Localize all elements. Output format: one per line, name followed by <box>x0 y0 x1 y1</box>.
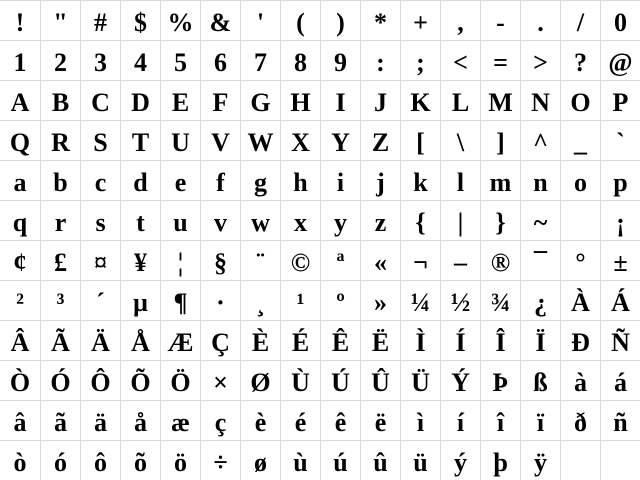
glyph-cell: Ï <box>520 320 560 360</box>
glyph-cell: ! <box>0 0 40 40</box>
glyph-cell: ¼ <box>400 280 440 320</box>
glyph-cell: x <box>280 200 320 240</box>
glyph-cell: % <box>160 0 200 40</box>
glyph-cell: E <box>160 80 200 120</box>
glyph-cell: ) <box>320 0 360 40</box>
glyph-cell: § <box>200 240 240 280</box>
glyph-cell: X <box>280 120 320 160</box>
glyph-cell: È <box>240 320 280 360</box>
glyph-cell: K <box>400 80 440 120</box>
glyph-cell: W <box>240 120 280 160</box>
glyph-cell: m <box>480 160 520 200</box>
glyph-cell: p <box>600 160 640 200</box>
glyph-cell: ã <box>40 400 80 440</box>
glyph-cell: ¯ <box>520 240 560 280</box>
glyph-cell: M <box>480 80 520 120</box>
glyph-cell: ä <box>80 400 120 440</box>
glyph-cell: Ç <box>200 320 240 360</box>
glyph-cell: v <box>200 200 240 240</box>
glyph-cell: q <box>0 200 40 240</box>
glyph-cell: y <box>320 200 360 240</box>
glyph-cell: ð <box>560 400 600 440</box>
glyph-cell: £ <box>40 240 80 280</box>
glyph-cell: k <box>400 160 440 200</box>
glyph-cell: ¨ <box>240 240 280 280</box>
glyph-cell: c <box>80 160 120 200</box>
glyph-cell: w <box>240 200 280 240</box>
glyph-cell: 0 <box>600 0 640 40</box>
glyph-cell: & <box>200 0 240 40</box>
glyph-cell: å <box>120 400 160 440</box>
glyph-cell: 2 <box>40 40 80 80</box>
glyph-cell: Ñ <box>600 320 640 360</box>
glyph-cell: ø <box>240 440 280 480</box>
glyph-cell: Ë <box>360 320 400 360</box>
glyph-cell: # <box>80 0 120 40</box>
glyph-cell: « <box>360 240 400 280</box>
glyph-cell: s <box>80 200 120 240</box>
glyph-cell: · <box>200 280 240 320</box>
glyph-cell: Ö <box>160 360 200 400</box>
glyph-cell: À <box>560 280 600 320</box>
glyph-cell <box>600 440 640 480</box>
glyph-cell: N <box>520 80 560 120</box>
glyph-cell: 9 <box>320 40 360 80</box>
glyph-cell: b <box>40 160 80 200</box>
glyph-cell: â <box>0 400 40 440</box>
glyph-cell: Û <box>360 360 400 400</box>
glyph-cell: ¸ <box>240 280 280 320</box>
glyph-cell: " <box>40 0 80 40</box>
glyph-cell: ~ <box>520 200 560 240</box>
glyph-cell: ö <box>160 440 200 480</box>
glyph-cell: ê <box>320 400 360 440</box>
glyph-cell: ] <box>480 120 520 160</box>
glyph-cell <box>560 440 600 480</box>
glyph-cell: U <box>160 120 200 160</box>
glyph-cell: V <box>200 120 240 160</box>
glyph-cell: Ú <box>320 360 360 400</box>
glyph-cell: ÷ <box>200 440 240 480</box>
glyph-cell: \ <box>440 120 480 160</box>
glyph-cell: j <box>360 160 400 200</box>
glyph-cell: » <box>360 280 400 320</box>
glyph-cell: Í <box>440 320 480 360</box>
glyph-cell: r <box>40 200 80 240</box>
glyph-cell: 7 <box>240 40 280 80</box>
glyph-cell: L <box>440 80 480 120</box>
glyph-cell: Q <box>0 120 40 160</box>
glyph-cell: æ <box>160 400 200 440</box>
glyph-cell: . <box>520 0 560 40</box>
glyph-cell: ¢ <box>0 240 40 280</box>
glyph-cell: ½ <box>440 280 480 320</box>
glyph-cell: Ø <box>240 360 280 400</box>
glyph-cell: T <box>120 120 160 160</box>
glyph-cell: , <box>440 0 480 40</box>
glyph-cell: ü <box>400 440 440 480</box>
glyph-cell: ù <box>280 440 320 480</box>
glyph-cell: I <box>320 80 360 120</box>
glyph-cell: J <box>360 80 400 120</box>
glyph-cell: µ <box>120 280 160 320</box>
glyph-cell: ^ <box>520 120 560 160</box>
glyph-cell: ë <box>360 400 400 440</box>
glyph-cell: h <box>280 160 320 200</box>
glyph-cell: ? <box>560 40 600 80</box>
glyph-cell: ¬ <box>400 240 440 280</box>
glyph-cell: / <box>560 0 600 40</box>
glyph-cell: Ì <box>400 320 440 360</box>
glyph-cell: > <box>520 40 560 80</box>
glyph-cell: H <box>280 80 320 120</box>
glyph-cell: è <box>240 400 280 440</box>
glyph-cell: Ã <box>40 320 80 360</box>
glyph-cell: R <box>40 120 80 160</box>
glyph-cell: ¤ <box>80 240 120 280</box>
glyph-cell: ´ <box>80 280 120 320</box>
glyph-cell: $ <box>120 0 160 40</box>
glyph-cell: 4 <box>120 40 160 80</box>
glyph-cell: @ <box>600 40 640 80</box>
glyph-cell: O <box>560 80 600 120</box>
glyph-cell: 3 <box>80 40 120 80</box>
glyph-cell: Õ <box>120 360 160 400</box>
glyph-cell: º <box>320 280 360 320</box>
glyph-cell: ¿ <box>520 280 560 320</box>
glyph-cell: S <box>80 120 120 160</box>
glyph-cell: Å <box>120 320 160 360</box>
glyph-cell: õ <box>120 440 160 480</box>
glyph-cell: 8 <box>280 40 320 80</box>
glyph-cell: ñ <box>600 400 640 440</box>
glyph-cell: D <box>120 80 160 120</box>
glyph-cell: ¹ <box>280 280 320 320</box>
glyph-cell: Æ <box>160 320 200 360</box>
glyph-cell: 6 <box>200 40 240 80</box>
glyph-cell: © <box>280 240 320 280</box>
glyph-cell: Ü <box>400 360 440 400</box>
glyph-cell: Ù <box>280 360 320 400</box>
glyph-cell: ý <box>440 440 480 480</box>
glyph-cell: ¾ <box>480 280 520 320</box>
glyph-cell: : <box>360 40 400 80</box>
glyph-cell: É <box>280 320 320 360</box>
glyph-cell: Ê <box>320 320 360 360</box>
glyph-cell: ÿ <box>520 440 560 480</box>
glyph-cell: ô <box>80 440 120 480</box>
glyph-cell: î <box>480 400 520 440</box>
glyph-cell: ' <box>240 0 280 40</box>
glyph-cell: B <box>40 80 80 120</box>
glyph-cell: a <box>0 160 40 200</box>
glyph-cell: z <box>360 200 400 240</box>
glyph-cell: F <box>200 80 240 120</box>
glyph-cell: Ó <box>40 360 80 400</box>
glyph-cell: + <box>400 0 440 40</box>
glyph-cell: ò <box>0 440 40 480</box>
glyph-cell: á <box>600 360 640 400</box>
glyph-cell: ï <box>520 400 560 440</box>
glyph-cell: þ <box>480 440 520 480</box>
glyph-cell: t <box>120 200 160 240</box>
glyph-cell: e <box>160 160 200 200</box>
glyph-cell: ¥ <box>120 240 160 280</box>
glyph-cell: f <box>200 160 240 200</box>
glyph-cell <box>560 200 600 240</box>
glyph-cell: ( <box>280 0 320 40</box>
glyph-cell: [ <box>400 120 440 160</box>
glyph-cell: | <box>440 200 480 240</box>
glyph-cell: o <box>560 160 600 200</box>
glyph-cell: { <box>400 200 440 240</box>
glyph-cell: Ô <box>80 360 120 400</box>
glyph-cell: ³ <box>40 280 80 320</box>
glyph-cell: Þ <box>480 360 520 400</box>
glyph-cell: - <box>480 0 520 40</box>
glyph-cell: ì <box>400 400 440 440</box>
glyph-cell: Á <box>600 280 640 320</box>
glyph-cell: ° <box>560 240 600 280</box>
glyph-cell: í <box>440 400 480 440</box>
glyph-cell: û <box>360 440 400 480</box>
glyph-cell: G <box>240 80 280 120</box>
glyph-cell: 1 <box>0 40 40 80</box>
glyph-cell: i <box>320 160 360 200</box>
glyph-cell: ± <box>600 240 640 280</box>
glyph-cell: ; <box>400 40 440 80</box>
glyph-cell: g <box>240 160 280 200</box>
glyph-cell: Ý <box>440 360 480 400</box>
glyph-cell: Î <box>480 320 520 360</box>
glyph-cell: ` <box>600 120 640 160</box>
glyph-cell: ¡ <box>600 200 640 240</box>
glyph-cell: * <box>360 0 400 40</box>
glyph-cell: l <box>440 160 480 200</box>
glyph-cell: Z <box>360 120 400 160</box>
glyph-cell: é <box>280 400 320 440</box>
glyph-cell: Ò <box>0 360 40 400</box>
glyph-cell: Ä <box>80 320 120 360</box>
glyph-cell: P <box>600 80 640 120</box>
glyph-cell: ¶ <box>160 280 200 320</box>
glyph-cell: × <box>200 360 240 400</box>
glyph-cell: n <box>520 160 560 200</box>
glyph-cell: Y <box>320 120 360 160</box>
glyph-cell: u <box>160 200 200 240</box>
glyph-cell: < <box>440 40 480 80</box>
glyph-cell: ú <box>320 440 360 480</box>
glyph-cell: } <box>480 200 520 240</box>
glyph-cell: ® <box>480 240 520 280</box>
glyph-cell: Ð <box>560 320 600 360</box>
glyph-cell: ² <box>0 280 40 320</box>
glyph-cell: ª <box>320 240 360 280</box>
glyph-cell: _ <box>560 120 600 160</box>
glyph-cell: ß <box>520 360 560 400</box>
glyph-cell: = <box>480 40 520 80</box>
glyph-cell: d <box>120 160 160 200</box>
glyph-cell: ó <box>40 440 80 480</box>
glyph-cell: ¦ <box>160 240 200 280</box>
glyph-cell: à <box>560 360 600 400</box>
glyph-cell: 5 <box>160 40 200 80</box>
glyph-cell: A <box>0 80 40 120</box>
glyph-cell: – <box>440 240 480 280</box>
glyph-cell: Â <box>0 320 40 360</box>
glyph-cell: ç <box>200 400 240 440</box>
glyph-cell: C <box>80 80 120 120</box>
